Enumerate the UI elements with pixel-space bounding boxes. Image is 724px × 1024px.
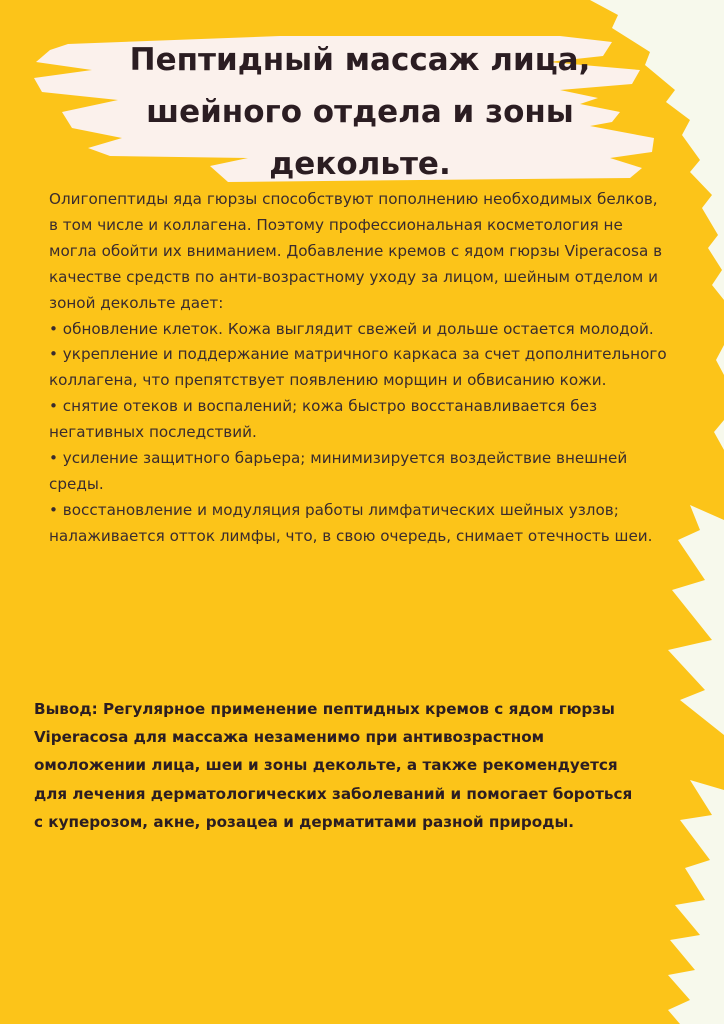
page-title (60, 34, 660, 190)
title-line-2: шейного отдела и зоны (146, 94, 574, 130)
article-body (49, 187, 669, 550)
bullet-item: • усиление защитного барьера; минимизируется воздействие внешней среды. (49, 449, 628, 493)
bullet-item: • снятие отеков и воспалений; кожа быстро восстанавливается без негативных последствий. (49, 397, 598, 442)
intro-paragraph: Олигопептиды яда гюрзы способствуют пополнению необходимых белков, в том числе и коллагена. Поэтому профессиональная косметология не могла обойти их вниманием. Добавление кремов с ядом гюрзы Viperacosa в качестве средств по анти-возрастному уходу за лицом, шейным отделом и зоной декольте дает: (49, 190, 663, 312)
bullet-item: • восстановление и модуляция работы лимфатических шейных узлов; налаживается отток лимфы, что, в свою очередь, снимает отечность шеи. (49, 500, 653, 545)
bullet-item: • укрепление и поддержание матричного каркаса за счет дополнительного коллагена, что препятствует появлению морщин и обвисанию кожи. (49, 345, 667, 390)
title-line-1: Пептидный массаж лица, (129, 42, 591, 78)
conclusion-paragraph: Вывод: Регулярное применение пептидных кремов с ядом гюрзы Viperacosa для массажа незаменимо при антивозрастном омоложении лица, шеи и зоны декольте, а также рекомендуется для лечения дерматологических заболеваний и помогает бороться с куперозом, акне, розацеа и дерматитами разной природы. (34, 700, 633, 831)
bullet-item: • обновление клеток. Кожа выглядит свежей и дольше остается молодой. (49, 319, 654, 338)
title-line-3: декольте. (269, 146, 451, 182)
